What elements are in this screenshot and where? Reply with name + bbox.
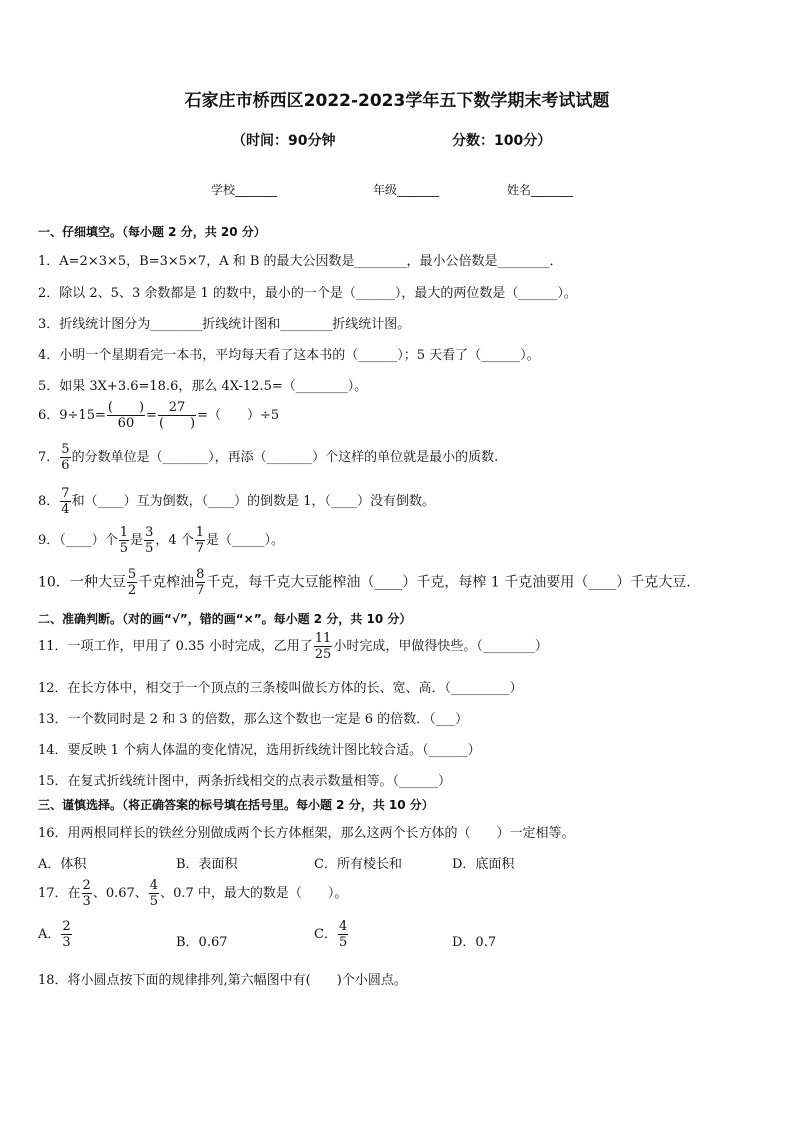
exam-score: 分数：100分） <box>452 133 552 149</box>
section-3-heading: 三、谨慎选择。（将正确答案的标号填在括号里。每小题 2 分，共 10 分） <box>38 798 434 812</box>
fraction <box>158 401 196 430</box>
numerator: ( ) <box>107 400 145 415</box>
q17-option-a <box>38 920 73 949</box>
option-label: C． <box>314 927 337 942</box>
q9-suffix: 是（_____）。 <box>206 533 285 548</box>
question-8 <box>38 487 435 516</box>
q7-prefix: 7． <box>38 450 60 465</box>
question-10 <box>38 568 691 597</box>
option-label: A． <box>38 927 61 942</box>
q16-option-d: D．底面积 <box>452 857 515 872</box>
denominator: 25 <box>314 647 332 662</box>
denominator: 5 <box>119 541 129 556</box>
question-5: 5．如果 3X+3.6=18.6，那么 4X-12.5=（________）。 <box>38 379 368 394</box>
q10-text: 千克榨油 <box>138 574 195 591</box>
numerator: 2 <box>62 919 71 934</box>
q6-equals: = <box>146 408 157 423</box>
fraction <box>107 401 145 430</box>
denominator: 5 <box>145 541 154 556</box>
numerator: 2 <box>82 878 91 893</box>
denominator: 7 <box>196 583 205 598</box>
fraction <box>127 568 137 597</box>
fraction <box>195 526 205 555</box>
q10-suffix: 千克，每千克大豆能榨油（____）千克，每榨 1 千克油要用（____）千克大豆. <box>206 574 691 591</box>
question-18: 18．将小圆点按下面的规律排列,第六幅图中有( )个小圆点。 <box>38 973 407 988</box>
question-14: 14．要反映 1 个病人体温的变化情况，选用折线统计图比较合适。（______） <box>38 743 481 758</box>
q11-prefix: 11．一项工作，甲用了 0.35 小时完成，乙用了 <box>38 639 313 654</box>
denominator: 5 <box>338 935 348 950</box>
question-16: 16．用两根同样长的铁丝分别做成两个长方体框架，那么这两个长方体的（ ）一定相等。 <box>38 826 575 841</box>
fraction <box>149 879 159 908</box>
denominator: ( ) <box>158 416 196 431</box>
numerator: 5 <box>127 567 137 582</box>
fraction <box>338 920 348 949</box>
question-13: 13．一个数同时是 2 和 3 的倍数，那么这个数也一定是 6 的倍数．（___） <box>38 712 469 727</box>
denominator: 4 <box>61 502 70 517</box>
q17-option-d: D．0.7 <box>452 935 497 950</box>
denominator: 6 <box>61 458 70 473</box>
question-1: 1．A=2×3×5，B=3×5×7，A 和 B 的最大公因数是________，最小公倍数是________． <box>38 254 563 269</box>
fraction <box>61 920 71 949</box>
name-field: 姓名_______ <box>507 183 574 197</box>
grade-field: 年级_______ <box>373 183 440 197</box>
question-12: 12．在长方体中，相交于一个顶点的三条棱叫做长方体的长、宽、高．（_________） <box>38 681 523 696</box>
school-field: 学校_______ <box>211 183 278 197</box>
numerator: 1 <box>119 525 129 540</box>
q17-suffix: 、0.7 中，最大的数是（ ）。 <box>160 886 348 901</box>
denominator: 7 <box>195 541 205 556</box>
q10-prefix: 10．一种大豆 <box>38 574 126 591</box>
fraction <box>60 487 70 516</box>
q8-suffix: 和（____）互为倒数，（____）的倒数是 1，（____）没有倒数。 <box>71 494 435 509</box>
q6-prefix: 6．9÷15= <box>38 408 106 423</box>
numerator: 4 <box>338 919 348 934</box>
numerator: 1 <box>195 525 205 540</box>
exam-time: （时间：90分钟 <box>232 133 336 149</box>
question-9 <box>38 526 284 555</box>
denominator: 3 <box>62 935 71 950</box>
exam-title: 石家庄市桥西区2022-2023学年五下数学期末考试试题 <box>184 91 610 111</box>
q17-option-b: B．0.67 <box>176 935 228 950</box>
question-7 <box>38 443 498 472</box>
fraction <box>144 526 154 555</box>
q17-prefix: 17．在 <box>38 886 81 901</box>
numerator: 3 <box>145 525 154 540</box>
question-15: 15．在复式折线统计图中，两条折线相交的点表示数量相等。（______） <box>38 774 452 789</box>
q17-text: 、0.67、 <box>92 886 148 901</box>
section-1-heading: 一、仔细填空。（每小题 2 分，共 20 分） <box>38 225 266 239</box>
fraction <box>119 526 129 555</box>
section-2-heading: 二、准确判断。（对的画“√”，错的画“×”。每小题 2 分，共 10 分） <box>38 612 412 626</box>
question-6 <box>38 401 279 430</box>
denominator: 2 <box>127 583 137 598</box>
question-4: 4．小明一个星期看完一本书，平均每天看了这本书的（______）；5 天看了（______）。 <box>38 348 540 363</box>
denominator: 60 <box>117 416 135 431</box>
question-2: 2．除以 2、5、3 余数都是 1 的数中，最小的一个是（______），最大的两位数是（______）。 <box>38 286 577 301</box>
fraction <box>314 632 333 661</box>
question-17 <box>38 879 347 908</box>
numerator: 11 <box>314 631 332 646</box>
denominator: 3 <box>82 894 91 909</box>
fraction <box>60 443 70 472</box>
q11-suffix: 小时完成，甲做得快些。（________） <box>333 639 548 654</box>
q16-option-c: C．所有棱长和 <box>314 857 402 872</box>
numerator: 7 <box>61 486 70 501</box>
q16-option-a: A．体积 <box>38 857 87 872</box>
numerator: 8 <box>196 567 205 582</box>
question-3: 3．折线统计图分为________折线统计图和________折线统计图。 <box>38 317 411 332</box>
q9-prefix: 9．（____）个 <box>38 533 118 548</box>
denominator: 5 <box>149 894 159 909</box>
numerator: 4 <box>149 878 159 893</box>
q17-option-c <box>314 920 349 949</box>
q6-suffix: =（ ）÷5 <box>197 408 280 423</box>
numerator: 5 <box>61 442 70 457</box>
numerator: 27 <box>158 401 196 416</box>
q16-option-b: B．表面积 <box>176 857 238 872</box>
q9-text: ，4 个 <box>155 533 194 548</box>
fraction <box>195 568 205 597</box>
q7-suffix: 的分数单位是（_______），再添（_______）个这样的单位就是最小的质数. <box>71 450 499 465</box>
q8-prefix: 8． <box>38 494 60 509</box>
fraction <box>82 879 92 908</box>
q9-text: 是 <box>130 533 144 548</box>
question-11 <box>38 632 548 661</box>
